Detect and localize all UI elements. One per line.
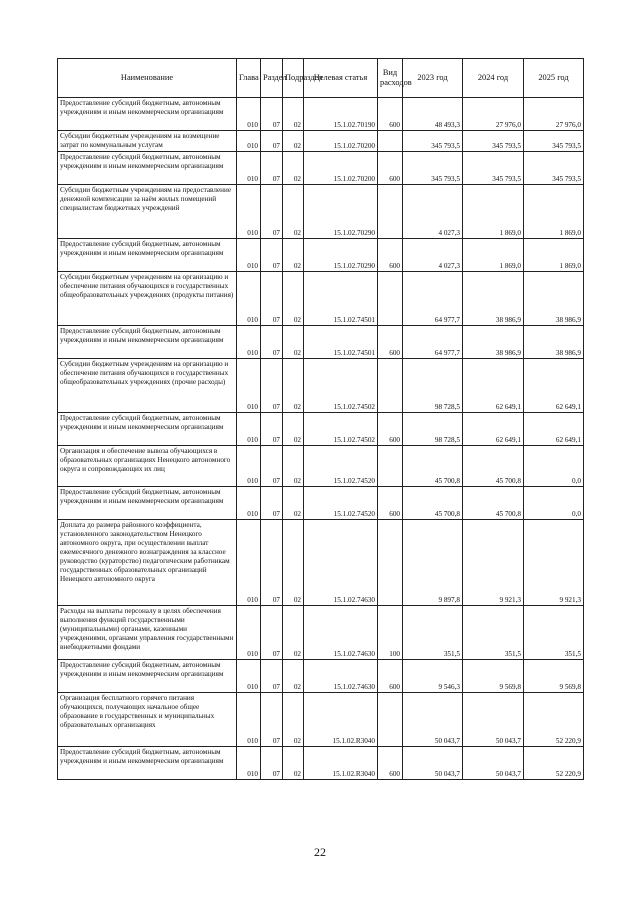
cell-y2024: 50 043,7 xyxy=(463,693,524,747)
page-number: 22 xyxy=(314,845,326,859)
cell-razdel: 07 xyxy=(261,239,283,272)
cell-y2024: 38 986,9 xyxy=(463,326,524,359)
cell-name: Предоставление субсидий бюджетным, автономным учреждениям и иным некоммерческим организациям xyxy=(58,98,237,131)
cell-y2023: 45 700,8 xyxy=(403,446,463,487)
cell-y2023: 345 793,5 xyxy=(403,152,463,185)
cell-y2024: 38 986,9 xyxy=(463,272,524,326)
cell-target: 15.1.02.70200 xyxy=(304,131,378,152)
cell-razdel: 07 xyxy=(261,413,283,446)
table-row xyxy=(58,693,584,747)
cell-y2024: 62 649,1 xyxy=(463,413,524,446)
cell-glava: 010 xyxy=(237,747,261,780)
cell-vid: 600 xyxy=(378,152,403,185)
cell-podrazdel: 02 xyxy=(283,693,304,747)
cell-name: Предоставление субсидий бюджетным, автономным учреждениям и иным некоммерческим организациям xyxy=(58,487,237,520)
cell-vid xyxy=(378,359,403,413)
cell-target: 15.1.02.70290 xyxy=(304,185,378,239)
cell-razdel: 07 xyxy=(261,152,283,185)
table-row xyxy=(58,239,584,272)
cell-y2024: 351,5 xyxy=(463,606,524,660)
cell-y2024: 45 700,8 xyxy=(463,446,524,487)
cell-razdel: 07 xyxy=(261,446,283,487)
cell-podrazdel: 02 xyxy=(283,359,304,413)
table-row xyxy=(58,520,584,606)
cell-y2025: 345 793,5 xyxy=(524,152,584,185)
cell-vid xyxy=(378,131,403,152)
cell-y2023: 50 043,7 xyxy=(403,693,463,747)
cell-target: 15.1.02.74630 xyxy=(304,520,378,606)
cell-target: 15.1.02.R3040 xyxy=(304,693,378,747)
table-body xyxy=(58,98,584,780)
cell-target: 15.1.02.74520 xyxy=(304,446,378,487)
cell-target: 15.1.02.74501 xyxy=(304,326,378,359)
table-row xyxy=(58,152,584,185)
cell-y2023: 9 897,8 xyxy=(403,520,463,606)
cell-podrazdel: 02 xyxy=(283,413,304,446)
cell-name: Предоставление субсидий бюджетным, автономным учреждениям и иным некоммерческим организациям xyxy=(58,660,237,693)
cell-podrazdel: 02 xyxy=(283,239,304,272)
cell-target: 15.1.02.74502 xyxy=(304,413,378,446)
cell-y2025: 1 869,0 xyxy=(524,185,584,239)
table-row xyxy=(58,326,584,359)
cell-podrazdel: 02 xyxy=(283,98,304,131)
cell-y2025: 62 649,1 xyxy=(524,359,584,413)
cell-y2025: 0,0 xyxy=(524,446,584,487)
cell-vid xyxy=(378,520,403,606)
cell-target: 15.1.02.74502 xyxy=(304,359,378,413)
cell-target: 15.1.02.74630 xyxy=(304,660,378,693)
cell-target: 15.1.02.70290 xyxy=(304,239,378,272)
cell-vid: 600 xyxy=(378,326,403,359)
cell-podrazdel: 02 xyxy=(283,747,304,780)
cell-vid: 600 xyxy=(378,413,403,446)
cell-name: Расходы на выплаты персоналу в целях обеспечения выполнения функций государственными (муниципальными) органами, казенными учреждениями, органами управления государственными внебюджетными фондами xyxy=(58,606,237,660)
cell-glava: 010 xyxy=(237,239,261,272)
cell-y2025: 38 986,9 xyxy=(524,272,584,326)
header-2025: 2025 год xyxy=(524,59,584,98)
cell-vid: 600 xyxy=(378,747,403,780)
cell-name: Предоставление субсидий бюджетным, автономным учреждениям и иным некоммерческим организациям xyxy=(58,747,237,780)
cell-y2025: 345 793,5 xyxy=(524,131,584,152)
cell-name: Организация бесплатного горячего питания обучающихся, получающих начальное общее образование в государственных и муниципальных образовательных организациях xyxy=(58,693,237,747)
cell-razdel: 07 xyxy=(261,359,283,413)
cell-glava: 010 xyxy=(237,152,261,185)
cell-glava: 010 xyxy=(237,520,261,606)
cell-y2024: 345 793,5 xyxy=(463,131,524,152)
cell-podrazdel: 02 xyxy=(283,446,304,487)
cell-target: 15.1.02.70190 xyxy=(304,98,378,131)
table-row xyxy=(58,413,584,446)
cell-razdel: 07 xyxy=(261,693,283,747)
cell-razdel: 07 xyxy=(261,520,283,606)
table-row xyxy=(58,606,584,660)
cell-vid: 600 xyxy=(378,660,403,693)
cell-glava: 010 xyxy=(237,185,261,239)
header-podrazdel: Подраздел xyxy=(283,59,304,98)
cell-razdel: 07 xyxy=(261,131,283,152)
cell-glava: 010 xyxy=(237,693,261,747)
cell-name: Субсидии бюджетным учреждениям на организацию и обеспечение питания обучающихся в государственных общеобразовательных учреждениях (продукты питания) xyxy=(58,272,237,326)
cell-y2025: 0,0 xyxy=(524,487,584,520)
cell-podrazdel: 02 xyxy=(283,606,304,660)
cell-glava: 010 xyxy=(237,98,261,131)
cell-y2025: 52 220,9 xyxy=(524,693,584,747)
cell-razdel: 07 xyxy=(261,747,283,780)
cell-razdel: 07 xyxy=(261,660,283,693)
table-row xyxy=(58,272,584,326)
header-name: Наименование xyxy=(58,59,237,98)
cell-y2025: 351,5 xyxy=(524,606,584,660)
cell-y2023: 9 546,3 xyxy=(403,660,463,693)
header-target: Целевая статья xyxy=(304,59,378,98)
cell-y2023: 4 027,3 xyxy=(403,185,463,239)
cell-podrazdel: 02 xyxy=(283,326,304,359)
cell-razdel: 07 xyxy=(261,326,283,359)
cell-vid xyxy=(378,272,403,326)
cell-podrazdel: 02 xyxy=(283,272,304,326)
cell-y2023: 345 793,5 xyxy=(403,131,463,152)
cell-glava: 010 xyxy=(237,606,261,660)
cell-vid: 600 xyxy=(378,487,403,520)
cell-y2025: 62 649,1 xyxy=(524,413,584,446)
cell-target: 15.1.02.70200 xyxy=(304,152,378,185)
cell-y2023: 4 027,3 xyxy=(403,239,463,272)
cell-y2025: 9 569,8 xyxy=(524,660,584,693)
table-row xyxy=(58,98,584,131)
budget-table xyxy=(57,58,584,780)
cell-y2024: 1 869,0 xyxy=(463,185,524,239)
cell-y2024: 9 921,3 xyxy=(463,520,524,606)
cell-name: Предоставление субсидий бюджетным, автономным учреждениям и иным некоммерческим организациям xyxy=(58,326,237,359)
cell-glava: 010 xyxy=(237,272,261,326)
header-razdel: Раздел xyxy=(261,59,283,98)
cell-y2024: 50 043,7 xyxy=(463,747,524,780)
cell-y2023: 98 728,5 xyxy=(403,413,463,446)
cell-name: Доплата до размера районного коэффициента, установленного законодательством Ненецкого автономного округа, при осуществлении выплат ежемесячного денежного вознаграждения за классное руководство (кураторство) педагогическим работникам государственных образовательных организаций Ненецкого автономного округа xyxy=(58,520,237,606)
table-row xyxy=(58,359,584,413)
cell-glava: 010 xyxy=(237,413,261,446)
header-2023: 2023 год xyxy=(403,59,463,98)
table-row xyxy=(58,446,584,487)
cell-razdel: 07 xyxy=(261,272,283,326)
cell-razdel: 07 xyxy=(261,98,283,131)
cell-y2024: 27 976,0 xyxy=(463,98,524,131)
header-vid: Вид расходов xyxy=(378,59,403,98)
cell-glava: 010 xyxy=(237,446,261,487)
table-row xyxy=(58,185,584,239)
cell-glava: 010 xyxy=(237,326,261,359)
cell-y2024: 45 700,8 xyxy=(463,487,524,520)
cell-razdel: 07 xyxy=(261,185,283,239)
cell-target: 15.1.02.74630 xyxy=(304,606,378,660)
cell-vid xyxy=(378,185,403,239)
cell-name: Субсидии бюджетным учреждениям на возмещение затрат по коммунальным услугам xyxy=(58,131,237,152)
cell-podrazdel: 02 xyxy=(283,131,304,152)
cell-y2023: 98 728,5 xyxy=(403,359,463,413)
cell-y2023: 45 700,8 xyxy=(403,487,463,520)
cell-podrazdel: 02 xyxy=(283,487,304,520)
cell-razdel: 07 xyxy=(261,487,283,520)
cell-y2024: 9 569,8 xyxy=(463,660,524,693)
cell-glava: 010 xyxy=(237,487,261,520)
cell-glava: 010 xyxy=(237,359,261,413)
cell-name: Предоставление субсидий бюджетным, автономным учреждениям и иным некоммерческим организациям xyxy=(58,239,237,272)
cell-podrazdel: 02 xyxy=(283,185,304,239)
table-row xyxy=(58,131,584,152)
table-row xyxy=(58,747,584,780)
cell-y2024: 1 869,0 xyxy=(463,239,524,272)
cell-vid: 600 xyxy=(378,98,403,131)
cell-name: Предоставление субсидий бюджетным, автономным учреждениям и иным некоммерческим организациям xyxy=(58,413,237,446)
cell-y2023: 351,5 xyxy=(403,606,463,660)
cell-name: Предоставление субсидий бюджетным, автономным учреждениям и иным некоммерческим организациям xyxy=(58,152,237,185)
table-row xyxy=(58,660,584,693)
cell-podrazdel: 02 xyxy=(283,152,304,185)
header-2024: 2024 год xyxy=(463,59,524,98)
cell-vid xyxy=(378,693,403,747)
cell-y2023: 50 043,7 xyxy=(403,747,463,780)
cell-target: 15.1.02.R3040 xyxy=(304,747,378,780)
cell-podrazdel: 02 xyxy=(283,660,304,693)
cell-y2025: 9 921,3 xyxy=(524,520,584,606)
cell-name: Субсидии бюджетным учреждениям на организацию и обеспечение питания обучающихся в государственных общеобразовательных учреждениях (прочие расходы) xyxy=(58,359,237,413)
cell-podrazdel: 02 xyxy=(283,520,304,606)
cell-glava: 010 xyxy=(237,660,261,693)
cell-y2023: 48 493,3 xyxy=(403,98,463,131)
cell-vid: 600 xyxy=(378,239,403,272)
table-row xyxy=(58,487,584,520)
cell-target: 15.1.02.74520 xyxy=(304,487,378,520)
cell-y2025: 52 220,9 xyxy=(524,747,584,780)
cell-name: Субсидии бюджетным учреждениям на предоставление денежной компенсации за наём жилых помещений специалистам бюджетных учреждений xyxy=(58,185,237,239)
cell-y2024: 345 793,5 xyxy=(463,152,524,185)
cell-name: Организация и обеспечение вывоза обучающихся в образовательных организациях Ненецкого автономного округа и сопровождающих их лиц xyxy=(58,446,237,487)
header-glava: Глава xyxy=(237,59,261,98)
cell-y2024: 62 649,1 xyxy=(463,359,524,413)
table-header-row xyxy=(58,59,584,98)
cell-y2023: 64 977,7 xyxy=(403,272,463,326)
cell-y2025: 38 986,9 xyxy=(524,326,584,359)
cell-target: 15.1.02.74501 xyxy=(304,272,378,326)
cell-y2023: 64 977,7 xyxy=(403,326,463,359)
cell-razdel: 07 xyxy=(261,606,283,660)
cell-y2025: 27 976,0 xyxy=(524,98,584,131)
cell-vid: 100 xyxy=(378,606,403,660)
cell-glava: 010 xyxy=(237,131,261,152)
cell-y2025: 1 869,0 xyxy=(524,239,584,272)
cell-vid xyxy=(378,446,403,487)
